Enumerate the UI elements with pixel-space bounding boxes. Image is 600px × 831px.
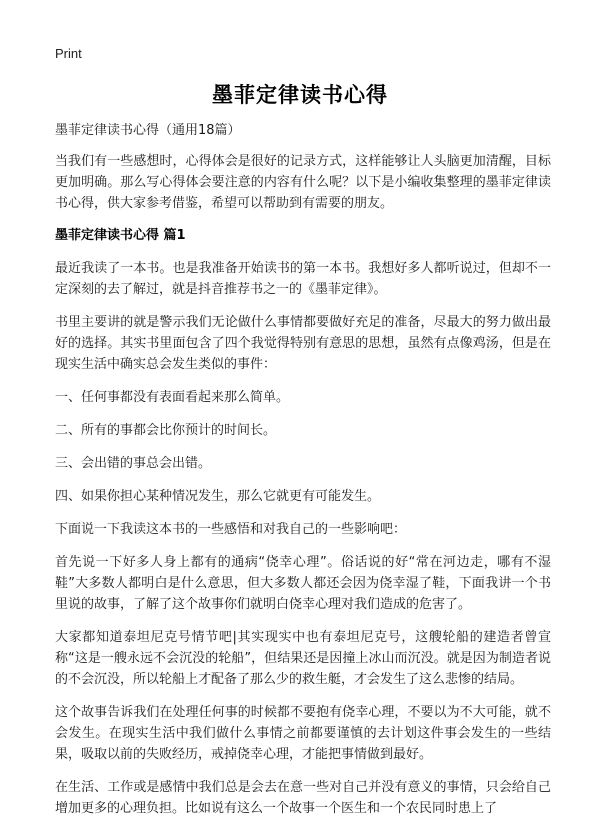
print-link[interactable]: Print (55, 46, 82, 61)
article-subtitle: 墨菲定律读书心得（通用18篇） (55, 123, 241, 138)
paragraph: 首先说一下好多人身上都有的通病“侥幸心理”。俗话说的好“常在河边走，哪有不湿鞋”大多数人都明白是什么意思，但大多数人都还会因为侥幸湿了鞋，下面我讲一个书里说的故事，了解了这个故事你们就明白侥幸心理对我们造成的危害了。 (55, 555, 551, 612)
paragraph: 最近我读了一本书。也是我准备开始读书的第一本书。我想好多人都听说过，但却不一定深刻的去了解过，就是抖音推荐书之一的《墨菲定律》。 (55, 261, 551, 297)
paragraph: 大家都知道泰坦尼克号情节吧|其实现实中也有泰坦尼克号，这艘轮船的建造者曾宣称“这是一艘永远不会沉没的轮船”，但结果还是因撞上冰山而沉没。就是因为制造者说的不会沉没，所以轮船上才配备了那么少的救生艇，才会发生了这么悲惨的结局。 (55, 630, 551, 687)
paragraph: 在生活、工作或是感情中我们总是会去在意一些对自己并没有意义的事情，只会给自己增加更多的心理负担。比如说有这么一个故事一个医生和一个农民同时患上了 (55, 780, 551, 816)
paragraph: 书里主要讲的就是警示我们无论做什么事情都要做好充足的准备，尽最大的努力做出最好的选择。其实书里面包含了四个我觉得特别有意思的思想，虽然有点像鸡汤，但是在现实生活中确实总会发生类似的事件： (55, 315, 551, 372)
list-item: 二、所有的事都会比你预计的时间长。 (55, 423, 277, 438)
paragraph: 下面说一下我读这本书的一些感悟和对我自己的一些影响吧： (55, 522, 407, 537)
paragraph: 这个故事告诉我们在处理任何事的时候都不要抱有侥幸心理，不要以为不大可能，就不会发生。在现实生活中我们做什么事情之前都要谨慎的去计划这件事会发生的一些结果，吸取以前的失败经历，戒掉侥幸心理，才能把事情做到最好。 (55, 705, 551, 762)
list-item: 一、任何事都没有表面看起来那么简单。 (55, 390, 290, 405)
intro-paragraph: 当我们有一些感想时，心得体会是很好的记录方式，这样能够让人头脑更加清醒，目标更加明确。那么写心得体会要注意的内容有什么呢？以下是小编收集整理的墨菲定律读书心得，供大家参考借鉴，希望可以帮助到有需要的朋友。 (55, 154, 551, 211)
section-heading: 墨菲定律读书心得 篇1 (55, 228, 186, 243)
article-body (55, 121, 551, 831)
list-item: 三、会出错的事总会出错。 (55, 456, 212, 471)
list-item: 四、如果你担心某种情况发生，那么它就更有可能发生。 (55, 489, 381, 504)
page-title: 墨菲定律读书心得 (212, 83, 388, 107)
